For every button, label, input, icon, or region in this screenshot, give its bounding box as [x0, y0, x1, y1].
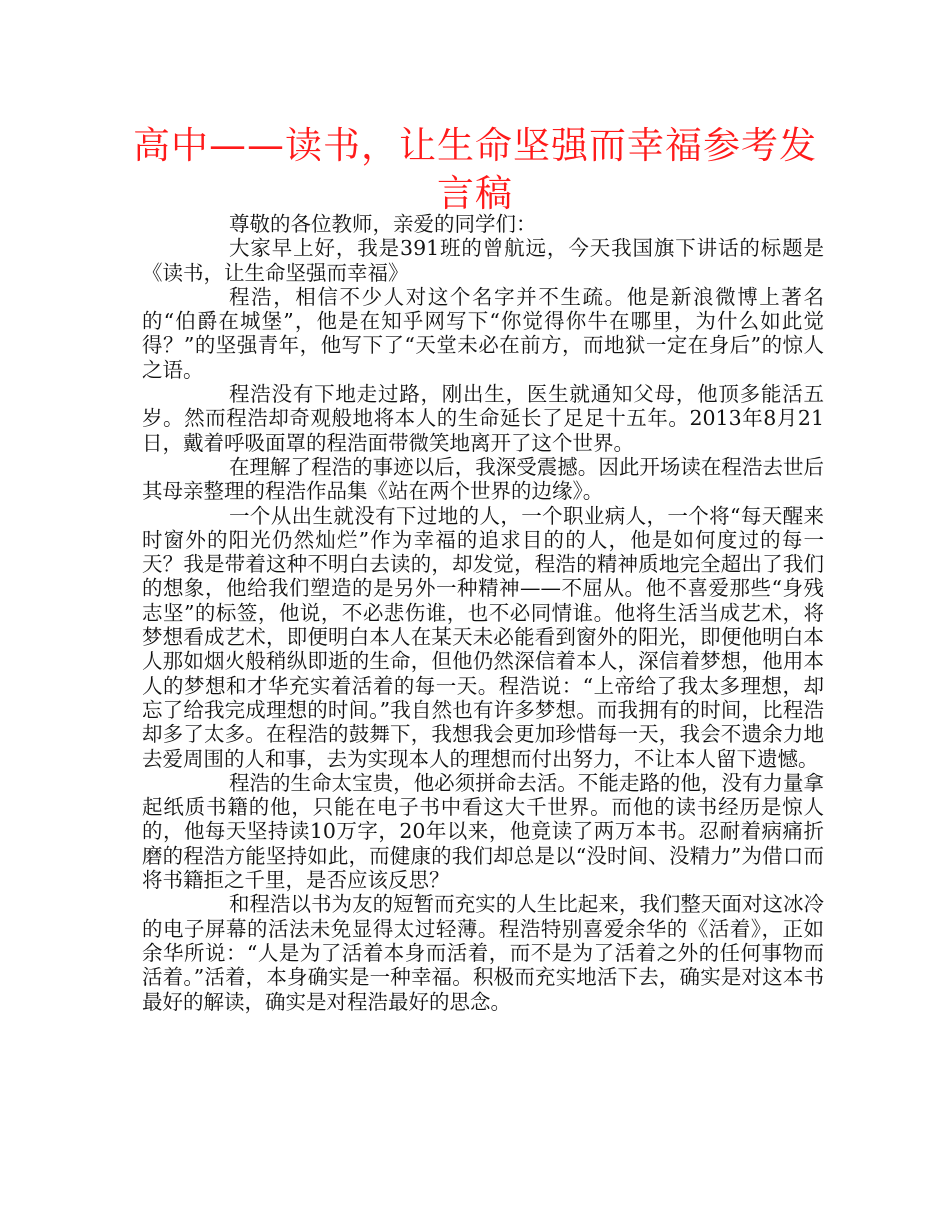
paragraph-reading-start: 在理解了程浩的事迹以后，我深受震撼。因此开场读在程浩去世后其母亲整理的程浩作品集《站在两个世界的边缘》。: [142, 454, 824, 504]
document-body: [142, 212, 824, 1014]
paragraph-about-chenghao: 程浩，相信不少人对这个名字并不生疏。他是新浪微博上著名的“伯爵在城堡”，他是在知乎网写下“你觉得你牛在哪里，为什么如此觉得？”的坚强青年，他写下了“天堂未必在前方，而地狱一定在身后”的惊人之语。: [142, 284, 824, 382]
paragraph-spirit: 一个从出生就没有下过地的人，一个职业病人，一个将“每天醒来时窗外的阳光仍然灿烂”作为幸福的追求目的的人，他是如何度过的每一天？我是带着这种不明白去读的，却发觉，程浩的精神质地完全超出了我们的想象，他给我们塑造的是另外一种精神——不屈从。他不喜爱那些“身残志坚”的标签，他说，不必悲伤谁，也不必同情谁。他将生活当成艺术，将梦想看成艺术，即便明白本人在某天未必能看到窗外的阳光，即便他明白本人那如烟火般稍纵即逝的生命，但他仍然深信着本人，深信着梦想，他用本人的梦想和才华充实着活着的每一天。程浩说：“上帝给了我太多理想，却忘了给我完成理想的时间。”我自然也有许多梦想。而我拥有的时间，比程浩却多了太多。在程浩的鼓舞下，我想我会更加珍惜每一天，我会不遗余力地去爱周围的人和事，去为实现本人的理想而付出努力，不让本人留下遗憾。: [142, 503, 824, 771]
paragraph-greeting: 尊敬的各位教师，亲爱的同学们：: [229, 212, 537, 236]
document-title: 高中——读书，让生命坚强而幸福参考发言稿: [133, 124, 817, 215]
paragraph-life: 程浩没有下地走过路，刚出生，医生就通知父母，他顶多能活五岁。然而程浩却奇观般地将本人的生命延长了足足十五年。2013年8月21日，戴着呼吸面罩的程浩面带微笑地离开了这个世界。: [142, 382, 824, 455]
paragraph-intro: 大家早上好，我是391班的曾航远，今天我国旗下讲话的标题是《读书，让生命坚强而幸福》: [142, 236, 824, 285]
paragraph-reading-habit: 程浩的生命太宝贵，他必须拼命去活。不能走路的他，没有力量拿起纸质书籍的他，只能在电子书中看这大千世界。而他的读书经历是惊人的，他每天坚持读10万字，20年以来，他竟读了两万本书。忍耐着病痛折磨的程浩方能坚持如此，而健康的我们却总是以“没时间、没精力”为借口而将书籍拒之千里，是否应该反思？: [142, 770, 824, 893]
paragraph-conclusion: 和程浩以书为友的短暂而充实的人生比起来，我们整天面对这冰冷的电子屏幕的活法未免显得太过轻薄。程浩特别喜爱余华的《活着》，正如余华所说：“人是为了活着本身而活着，而不是为了活着之外的任何事物而活着。”活着，本身确实是一种幸福。积极而充实地活下去，确实是对这本书最好的解读，确实是对程浩最好的思念。: [142, 892, 824, 1014]
